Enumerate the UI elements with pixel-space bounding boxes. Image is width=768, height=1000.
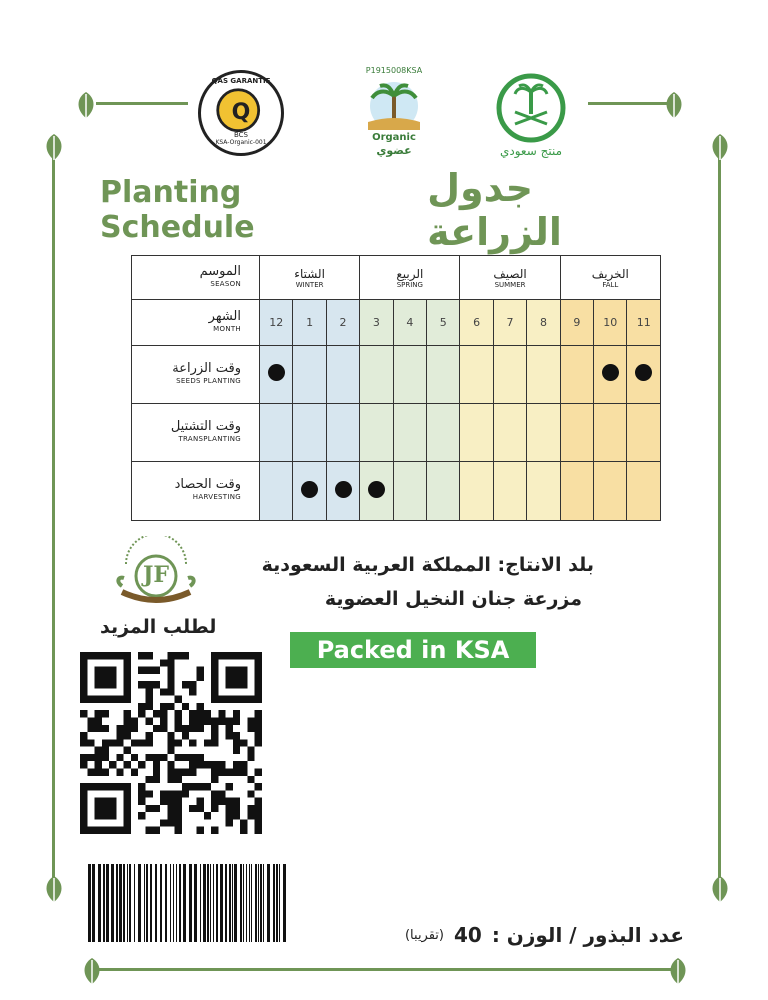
seed-count-weight: [405, 918, 684, 952]
qas-bottom-text: KSA-Organic-001: [215, 139, 267, 146]
season-winter: الشتاء WINTER: [260, 256, 360, 300]
farm-logo-hands-tree: [112, 536, 200, 612]
schedule-cell: [326, 404, 359, 462]
month-cell: 3: [360, 300, 393, 346]
month-cell: 8: [527, 300, 560, 346]
schedule-cell: [627, 404, 661, 462]
page-title: [100, 166, 680, 254]
packed-in-ksa-badge: Packed in KSA: [290, 632, 536, 668]
title-ar: جدول الزراعة: [427, 166, 562, 254]
schedule-cell: [427, 404, 460, 462]
schedule-cell: [460, 404, 493, 462]
schedule-cell: [594, 462, 627, 521]
row-label-transplanting: وقت التشتيل TRANSPLANTING: [132, 404, 260, 462]
schedule-cell: [293, 404, 326, 462]
schedule-cell: [360, 404, 393, 462]
schedule-cell: [427, 346, 460, 404]
schedule-mark-dot: [301, 481, 318, 498]
farm-initials: JF: [142, 562, 170, 588]
season-fall: الخريف FALL: [560, 256, 660, 300]
schedule-cell: [460, 462, 493, 521]
schedule-cell: [260, 346, 293, 404]
schedule-cell: [560, 462, 593, 521]
organic-ar: عضوي: [376, 144, 412, 157]
schedule-cell: [627, 346, 661, 404]
schedule-cell: [293, 346, 326, 404]
schedule-mark-dot: [368, 481, 385, 498]
month-label: الشهر MONTH: [132, 300, 260, 346]
qas-certification-seal: [198, 70, 284, 156]
month-cell: 9: [560, 300, 593, 346]
activity-row: [132, 404, 661, 462]
order-more-label: لطلب المزيد: [100, 616, 217, 638]
month-cell: 5: [427, 300, 460, 346]
palm-tree-organic-seal: [352, 66, 436, 160]
schedule-cell: [493, 346, 526, 404]
saudi-palm-swords-emblem: [490, 72, 572, 162]
palm-tree-icon: [362, 78, 426, 132]
season-spring: الربيع SPRING: [360, 256, 460, 300]
qr-code[interactable]: [80, 652, 262, 834]
schedule-cell: [326, 462, 359, 521]
leaf-ornament-icon: [656, 88, 692, 124]
season-label: الموسم SEASON: [132, 256, 260, 300]
schedule-cell: [293, 462, 326, 521]
schedule-cell: [260, 404, 293, 462]
leaf-ornament-icon: [74, 954, 110, 990]
schedule-cell: [560, 404, 593, 462]
schedule-mark-dot: [602, 364, 619, 381]
barcode: [86, 864, 288, 942]
schedule-cell: [260, 462, 293, 521]
row-label-harvesting: وقت الحصاد HARVESTING: [132, 462, 260, 521]
leaf-ornament-icon: [702, 872, 738, 908]
month-cell: 2: [326, 300, 359, 346]
planting-schedule-table: [131, 255, 661, 521]
schedule-cell: [460, 346, 493, 404]
leaf-ornament-icon: [660, 954, 696, 990]
row-label-seeds-planting: وقت الزراعة SEEDS PLANTING: [132, 346, 260, 404]
leaf-ornament-icon: [36, 130, 72, 166]
month-cell: 11: [627, 300, 661, 346]
leaf-ornament-icon: [68, 88, 104, 124]
activity-row: [132, 346, 661, 404]
schedule-cell: [360, 462, 393, 521]
weight-label: عدد البذور / الوزن :: [491, 923, 684, 947]
schedule-cell: [427, 462, 460, 521]
frame-right-line: [718, 150, 721, 880]
frame-top-left-line: [96, 102, 188, 105]
qas-top-text: QAS GARANTIE: [211, 77, 271, 85]
schedule-cell: [560, 346, 593, 404]
schedule-mark-dot: [335, 481, 352, 498]
month-cell: 7: [493, 300, 526, 346]
month-cell: 4: [393, 300, 426, 346]
weight-value: 40: [454, 923, 482, 947]
activity-row: [132, 462, 661, 521]
qas-mid-text: BCS: [233, 131, 248, 139]
season-summer: الصيف SUMMER: [460, 256, 560, 300]
schedule-cell: [594, 346, 627, 404]
schedule-cell: [493, 404, 526, 462]
schedule-cell: [493, 462, 526, 521]
origin-info: [262, 548, 594, 616]
month-cell: 1: [293, 300, 326, 346]
schedule-mark-dot: [268, 364, 285, 381]
frame-bottom-line: [92, 968, 676, 971]
season-header-row: [132, 256, 661, 300]
schedule-cell: [527, 404, 560, 462]
schedule-cell: [527, 462, 560, 521]
schedule-cell: [527, 346, 560, 404]
leaf-ornament-icon: [702, 130, 738, 166]
schedule-cell: [393, 462, 426, 521]
title-en: Planting Schedule: [100, 175, 255, 245]
leaf-ornament-icon: [36, 872, 72, 908]
origin-farm: مزرعة جنان النخيل العضوية: [324, 588, 582, 610]
weight-note: (تقريبا): [404, 927, 444, 943]
month-row: [132, 300, 661, 346]
schedule-cell: [360, 346, 393, 404]
organic-code: P1915008KSA: [365, 66, 423, 75]
schedule-cell: [326, 346, 359, 404]
schedule-cell: [393, 346, 426, 404]
month-cell: 6: [460, 300, 493, 346]
organic-en: Organic: [372, 132, 416, 143]
month-cell: 12: [260, 300, 293, 346]
saudi-product-text: منتج سعودي: [499, 144, 562, 158]
origin-country: بلد الانتاج: المملكة العربية السعودية: [261, 554, 594, 576]
schedule-cell: [393, 404, 426, 462]
qas-center-letter: Q: [231, 100, 251, 125]
schedule-cell: [594, 404, 627, 462]
month-cell: 10: [594, 300, 627, 346]
schedule-cell: [627, 462, 661, 521]
frame-left-line: [52, 150, 55, 880]
schedule-mark-dot: [635, 364, 652, 381]
